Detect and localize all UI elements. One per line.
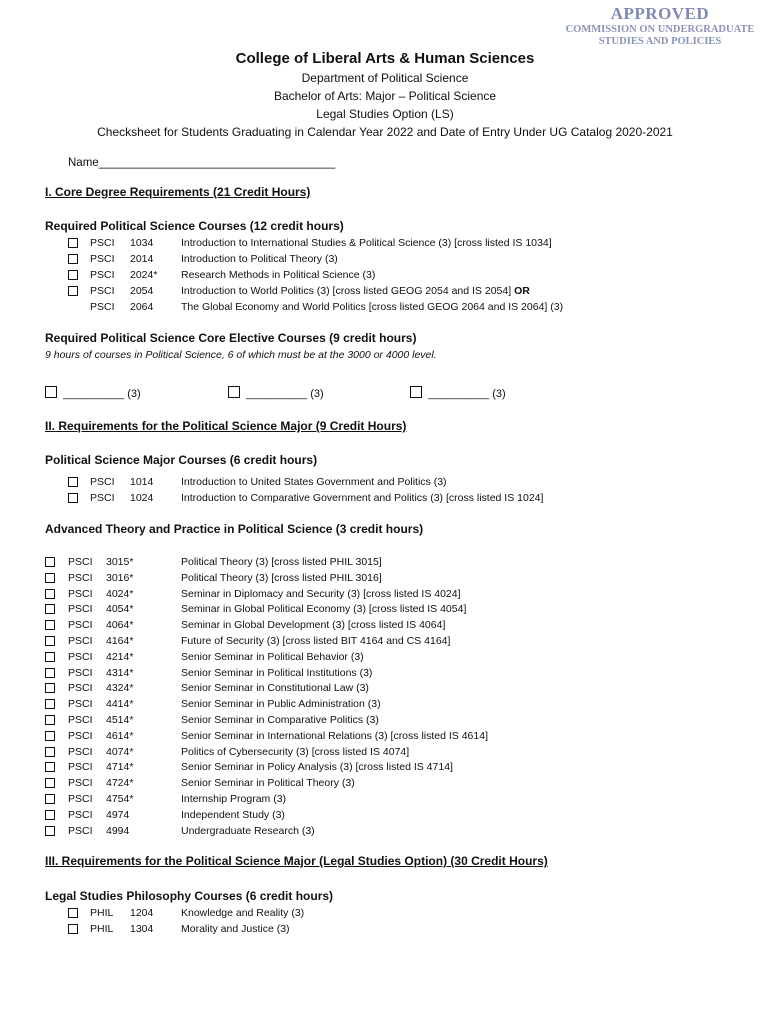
course-description — [181, 267, 375, 283]
section3-title: III. Requirements for the Political Science Major (Legal Studies Option) (30 Credit Hours) — [45, 854, 548, 868]
course-description — [181, 905, 304, 921]
course-description-text: Knowledge and Reality (3) — [181, 907, 305, 919]
course-description-text: Introduction to United States Government and Politics (3) — [181, 476, 447, 488]
course-dept: PSCI — [68, 761, 93, 774]
elective-slot-2[interactable] — [228, 386, 324, 402]
course-description-text: Senior Seminar in Comparative Politics (3) — [181, 714, 379, 726]
course-description-text: Introduction to Political Theory (3) — [181, 253, 338, 265]
course-description — [181, 680, 369, 696]
checkbox[interactable] — [45, 386, 57, 398]
elective-note: 9 hours of courses in Political Science, 6 of which must be at the 3000 or 4000 level. — [45, 349, 437, 361]
course-description-text: Senior Seminar in Political Theory (3) — [181, 777, 355, 790]
course-row — [0, 823, 770, 839]
course-row — [0, 586, 770, 602]
checkbox[interactable] — [45, 620, 55, 630]
course-row — [0, 665, 770, 681]
course-number: 4994 — [106, 824, 130, 837]
course-description-text: Internship Program (3) — [181, 793, 287, 805]
course-description-text: Seminar in Global Political Economy (3) [cross listed IS 4054] — [181, 603, 467, 616]
course-description — [181, 490, 543, 506]
course-description — [181, 299, 563, 315]
checkbox[interactable] — [45, 731, 55, 741]
course-row — [0, 744, 770, 760]
stamp-line1: COMMISSION ON UNDERGRADUATE — [565, 24, 755, 35]
course-description-text: Introduction to International Studies & Political Science (3) [cross listed IS 1034] — [181, 237, 552, 249]
elective-blank[interactable]: __________ (3) — [246, 388, 324, 400]
course-dept: PSCI — [68, 745, 93, 758]
checkbox[interactable] — [45, 778, 55, 788]
course-number: 3016* — [106, 571, 134, 584]
checksheet-title: Checksheet for Students Graduating in Calendar Year 2022 and Date of Entry Under UG Catalog 2020-2021 — [97, 125, 673, 139]
course-number: 3015* — [106, 556, 134, 568]
course-number: 2024* — [130, 269, 158, 281]
course-row — [0, 251, 770, 267]
course-dept: PSCI — [68, 698, 93, 711]
course-description-text: Independent Study (3) — [181, 808, 285, 821]
course-number: 1304 — [130, 923, 154, 935]
course-row — [0, 680, 770, 696]
course-row — [0, 696, 770, 712]
course-number: 1204 — [130, 907, 154, 919]
course-dept: PSCI — [68, 729, 93, 742]
checkbox[interactable] — [45, 589, 55, 599]
phil-heading: Legal Studies Philosophy Courses (6 credit hours) — [45, 889, 334, 903]
course-dept: PSCI — [68, 793, 93, 805]
elective-slot-3[interactable] — [410, 386, 506, 402]
course-dept: PSCI — [68, 666, 93, 679]
course-dept: PHIL — [90, 907, 114, 919]
course-dept: PSCI — [90, 237, 115, 249]
course-number: 4064* — [106, 619, 134, 632]
stamp-approved: APPROVED — [610, 4, 710, 23]
course-number: 4724* — [106, 777, 134, 790]
course-number: 2014 — [130, 253, 154, 265]
checkbox[interactable] — [68, 908, 78, 918]
checkbox[interactable] — [68, 238, 78, 248]
course-number: 4314* — [106, 666, 134, 679]
checkbox[interactable] — [45, 810, 55, 820]
course-description — [181, 617, 445, 633]
course-description-text: Seminar in Diplomacy and Security (3) [cross listed IS 4024] — [181, 587, 461, 600]
checkbox[interactable] — [68, 286, 78, 296]
checkbox[interactable] — [45, 573, 55, 583]
course-row — [0, 728, 770, 744]
major-courses-heading: Political Science Major Courses (6 credit hours) — [45, 453, 318, 467]
course-row — [0, 775, 770, 791]
course-description-text: Introduction to Comparative Government and Politics (3) [cross listed IS 1024] — [181, 492, 544, 504]
course-dept: PSCI — [68, 824, 93, 837]
course-row — [0, 283, 770, 299]
course-number: 2064 — [130, 301, 154, 313]
checkbox[interactable] — [45, 652, 55, 662]
course-number: 4024* — [106, 587, 134, 600]
checkbox[interactable] — [45, 683, 55, 693]
course-row — [0, 299, 770, 315]
course-number: 4214* — [106, 650, 134, 663]
course-row — [0, 601, 770, 617]
course-number: 4054* — [106, 603, 134, 616]
course-dept: PSCI — [90, 301, 115, 313]
course-dept: PSCI — [68, 682, 93, 695]
course-description-text: Senior Seminar in International Relations (3) [cross listed IS 4614] — [181, 729, 488, 742]
option-title: Legal Studies Option (LS) — [316, 107, 454, 121]
course-description-text: Senior Seminar in Political Behavior (3) — [181, 650, 364, 663]
course-description — [181, 665, 372, 681]
course-description — [181, 283, 530, 299]
course-dept: PSCI — [90, 253, 115, 265]
course-dept: PSCI — [68, 650, 93, 663]
course-row — [0, 235, 770, 251]
checkbox[interactable] — [68, 924, 78, 934]
course-description-text: Senior Seminar in Public Administration (3) — [181, 698, 381, 711]
course-dept: PSCI — [68, 603, 93, 616]
course-description — [181, 633, 450, 649]
course-number: 4714* — [106, 761, 134, 774]
course-description-text: Morality and Justice (3) — [181, 923, 290, 935]
course-description — [181, 807, 285, 823]
course-row — [0, 921, 770, 937]
elective-blank[interactable]: __________ (3) — [428, 388, 506, 400]
course-description-text: Undergraduate Research (3) — [181, 824, 315, 837]
checkbox[interactable] — [68, 270, 78, 280]
course-row — [0, 617, 770, 633]
course-description-text: Politics of Cybersecurity (3) [cross listed IS 4074] — [181, 745, 410, 758]
course-row — [0, 759, 770, 775]
course-description — [181, 235, 552, 251]
course-description — [181, 251, 338, 267]
course-description-text: The Global Economy and World Politics [cross listed GEOG 2064 and IS 2064] (3) — [181, 301, 564, 313]
course-description — [181, 728, 488, 744]
checkbox[interactable] — [45, 604, 55, 614]
stamp-line2: STUDIES AND POLICIES — [598, 36, 722, 47]
course-dept: PSCI — [90, 492, 115, 504]
course-dept: PSCI — [68, 714, 93, 726]
course-number: 4514* — [106, 714, 134, 726]
course-description — [181, 649, 364, 665]
course-number: 1034 — [130, 237, 154, 249]
course-row — [0, 490, 770, 506]
elective-blank[interactable]: __________ (3) — [63, 388, 141, 400]
course-description — [181, 791, 286, 807]
course-description-text: Future of Security (3) [cross listed BIT 4164 and CS 4164] — [181, 635, 451, 647]
course-number: 4074* — [106, 745, 134, 758]
course-description — [181, 474, 447, 490]
course-number: 2054 — [130, 285, 154, 297]
course-row — [0, 807, 770, 823]
course-dept: PSCI — [90, 285, 115, 297]
course-description — [181, 775, 355, 791]
checkbox[interactable] — [68, 254, 78, 264]
course-description — [181, 744, 409, 760]
course-number: 1024 — [130, 492, 154, 504]
course-description-text: Political Theory (3) [cross listed PHIL 3016] — [181, 571, 382, 584]
course-description-text: Senior Seminar in Constitutional Law (3) — [181, 682, 369, 695]
checkbox[interactable] — [45, 794, 55, 804]
course-number: 4414* — [106, 698, 134, 711]
course-number: 4324* — [106, 682, 134, 695]
college-title: College of Liberal Arts & Human Sciences — [235, 50, 535, 67]
course-dept: PSCI — [68, 619, 93, 632]
checkbox[interactable] — [45, 715, 55, 725]
course-description-text: Senior Seminar in Policy Analysis (3) [cross listed IS 4714] — [181, 761, 453, 774]
course-dept: PSCI — [90, 476, 115, 488]
required-courses-heading: Required Political Science Courses (12 credit hours) — [45, 219, 344, 233]
course-row — [0, 570, 770, 586]
course-row — [0, 791, 770, 807]
course-description — [181, 586, 461, 602]
degree-title: Bachelor of Arts: Major – Political Science — [273, 89, 497, 103]
course-row — [0, 712, 770, 728]
course-number: 1014 — [130, 476, 154, 488]
course-description — [181, 823, 315, 839]
course-description — [181, 712, 379, 728]
course-dept: PSCI — [68, 556, 93, 568]
course-description-text: Research Methods in Political Science (3) — [181, 269, 376, 281]
course-dept: PSCI — [68, 571, 93, 584]
course-description — [181, 554, 382, 570]
course-dept: PSCI — [68, 777, 93, 790]
course-row — [0, 474, 770, 490]
checkbox[interactable] — [45, 747, 55, 757]
course-description-text: Political Theory (3) [cross listed PHIL 3015] — [181, 556, 382, 568]
course-number: 4164* — [106, 635, 134, 647]
checkbox[interactable] — [45, 762, 55, 772]
checkbox[interactable] — [68, 493, 78, 503]
course-description — [181, 921, 290, 937]
checkbox[interactable] — [45, 699, 55, 709]
elective-heading: Required Political Science Core Elective Courses (9 credit hours) — [45, 331, 417, 345]
approval-stamp — [560, 4, 760, 48]
course-dept: PSCI — [68, 808, 93, 821]
checkbox[interactable] — [45, 636, 55, 646]
department-title: Department of Political Science — [301, 71, 469, 85]
course-number: 4754* — [106, 793, 134, 805]
course-dept: PSCI — [68, 587, 93, 600]
course-description-text: Introduction to World Politics (3) [cross listed GEOG 2054 and IS 2054] — [181, 285, 512, 297]
section2-title: II. Requirements for the Political Science Major (9 Credit Hours) — [45, 419, 407, 433]
course-row — [0, 649, 770, 665]
course-row — [0, 633, 770, 649]
course-description — [181, 759, 453, 775]
course-number: 4974 — [106, 808, 130, 821]
course-row — [0, 554, 770, 570]
checkbox[interactable] — [45, 668, 55, 678]
course-description — [181, 570, 382, 586]
checkbox[interactable] — [45, 826, 55, 836]
course-row — [0, 905, 770, 921]
advanced-heading: Advanced Theory and Practice in Political Science (3 credit hours) — [45, 522, 424, 536]
checkbox[interactable] — [410, 386, 422, 398]
course-description-text: Senior Seminar in Political Institutions (3) — [181, 666, 373, 679]
course-dept: PSCI — [68, 635, 93, 647]
course-row — [0, 267, 770, 283]
course-dept: PSCI — [90, 269, 115, 281]
student-name-field[interactable]: Name_____________________________________ — [68, 157, 336, 169]
course-description — [181, 696, 381, 712]
checkbox[interactable] — [228, 386, 240, 398]
checkbox[interactable] — [45, 557, 55, 567]
course-description — [181, 601, 466, 617]
section1-title: I. Core Degree Requirements (21 Credit Hours) — [45, 185, 311, 199]
elective-slot-1[interactable] — [45, 386, 141, 402]
checkbox[interactable] — [68, 477, 78, 487]
course-number: 4614* — [106, 729, 134, 742]
course-dept: PHIL — [90, 923, 114, 935]
or-connector: OR — [514, 285, 530, 297]
course-description-text: Seminar in Global Development (3) [cross listed IS 4064] — [181, 619, 446, 632]
